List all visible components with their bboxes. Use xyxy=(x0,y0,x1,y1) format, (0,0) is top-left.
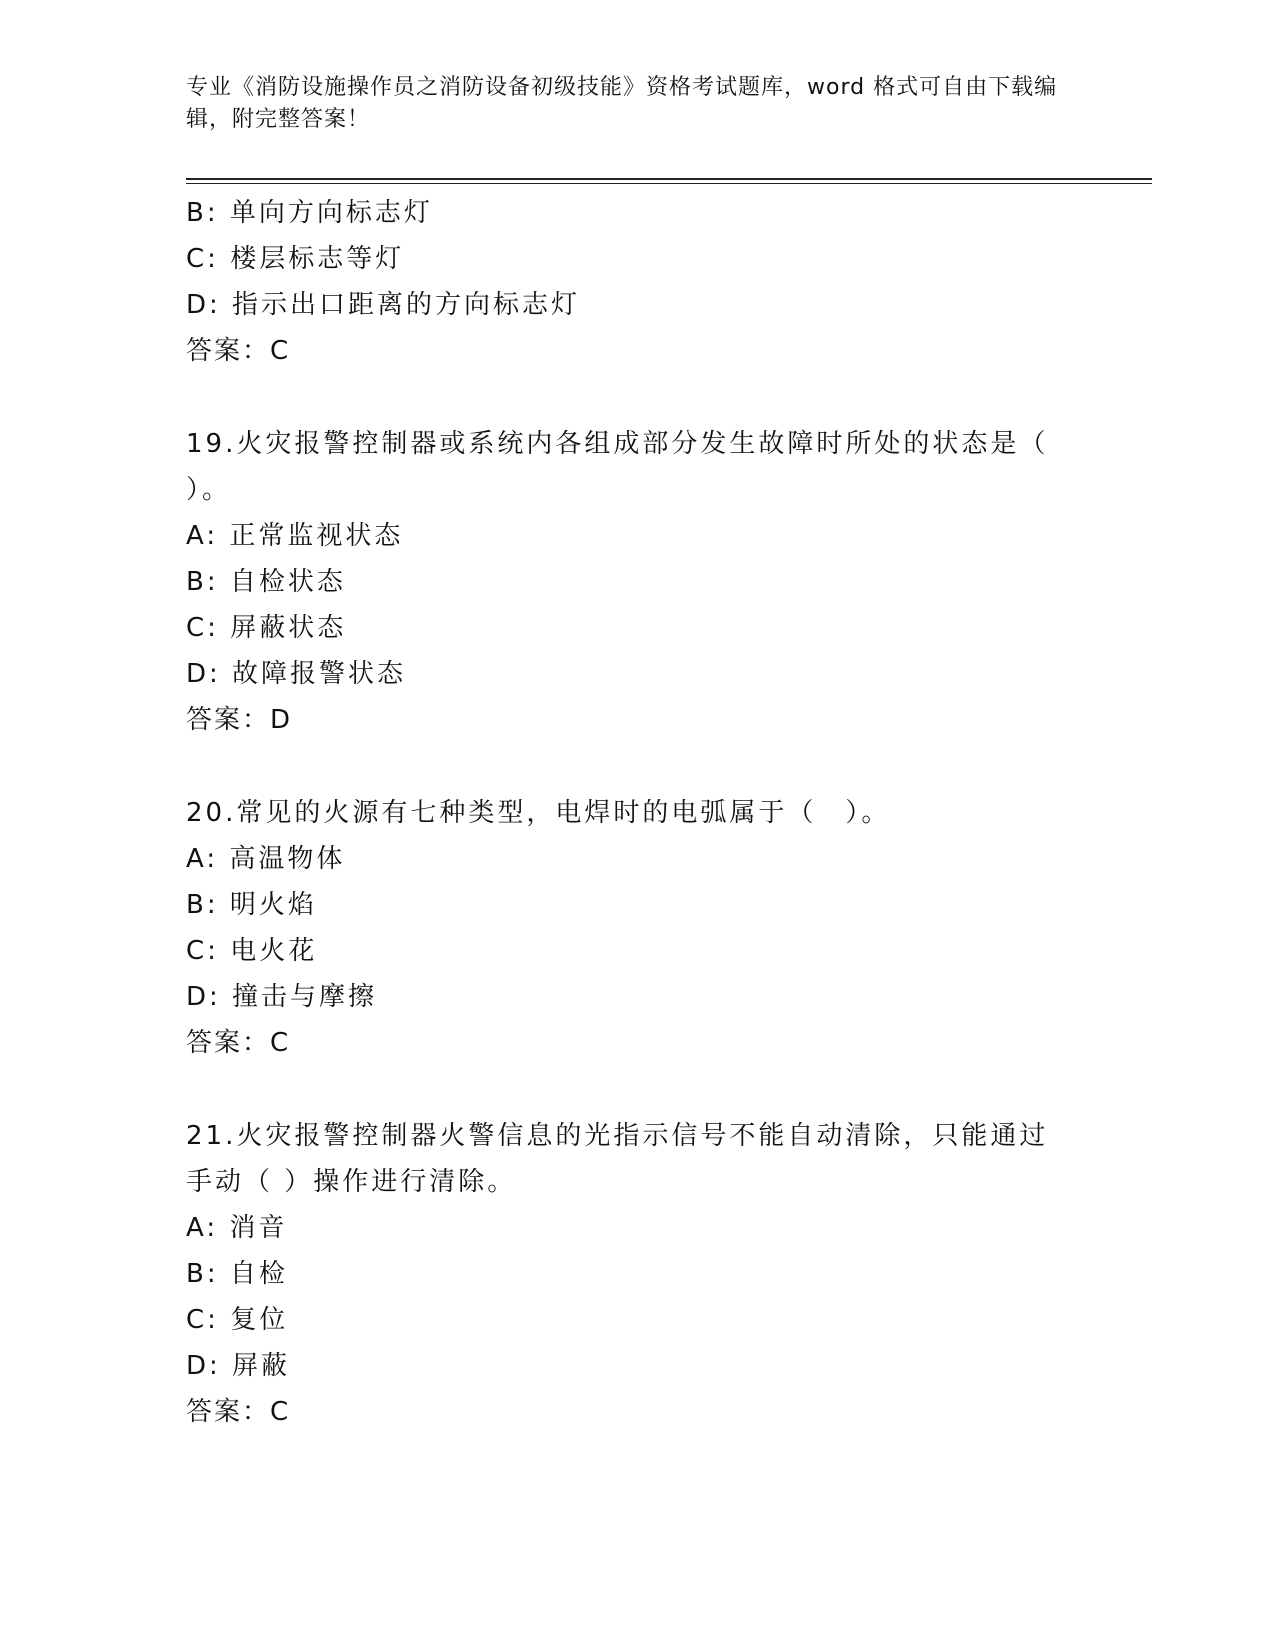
option-b: B: 自检状态 xyxy=(186,567,346,597)
option-b: B: 明火焰 xyxy=(186,890,317,920)
header-divider-thin xyxy=(186,183,1152,184)
question-18-continued xyxy=(186,190,1086,374)
question-stem: 19.火灾报警控制器或系统内各组成部分发生故障时所处的状态是（ ）。 xyxy=(186,429,1049,505)
option-a: A: 高温物体 xyxy=(186,844,346,874)
answer: 答案：D xyxy=(186,705,293,735)
option-c: C: 楼层标志等灯 xyxy=(186,244,405,274)
header-divider-thick xyxy=(186,178,1152,180)
option-c: C: 屏蔽状态 xyxy=(186,613,347,643)
option-d: D: 指示出口距离的方向标志灯 xyxy=(186,290,581,320)
option-d: D: 屏蔽 xyxy=(186,1351,291,1381)
answer: 答案：C xyxy=(186,1028,291,1058)
question-21 xyxy=(186,1113,1086,1435)
option-c: C: 复位 xyxy=(186,1305,289,1335)
question-20 xyxy=(186,790,1086,1066)
answer: 答案：C xyxy=(186,1397,291,1427)
option-b: B: 自检 xyxy=(186,1259,288,1289)
question-stem: 21.火灾报警控制器火警信息的光指示信号不能自动清除，只能通过手动（ ）操作进行清除。 xyxy=(186,1121,1049,1197)
question-stem: 20.常见的火源有七种类型，电焊时的电弧属于（ ）。 xyxy=(186,798,891,828)
answer: 答案：C xyxy=(186,336,291,366)
question-list xyxy=(186,190,1086,1435)
option-c: C: 电火花 xyxy=(186,936,318,966)
document-header: 专业《消防设施操作员之消防设备初级技能》资格考试题库，word 格式可自由下载编辑，附完整答案！ xyxy=(186,75,1058,132)
option-a: A: 消音 xyxy=(186,1213,288,1243)
option-b: B: 单向方向标志灯 xyxy=(186,198,433,228)
option-d: D: 故障报警状态 xyxy=(186,659,407,689)
option-d: D: 撞击与摩擦 xyxy=(186,982,378,1012)
option-a: A: 正常监视状态 xyxy=(186,521,404,551)
question-19 xyxy=(186,421,1086,743)
